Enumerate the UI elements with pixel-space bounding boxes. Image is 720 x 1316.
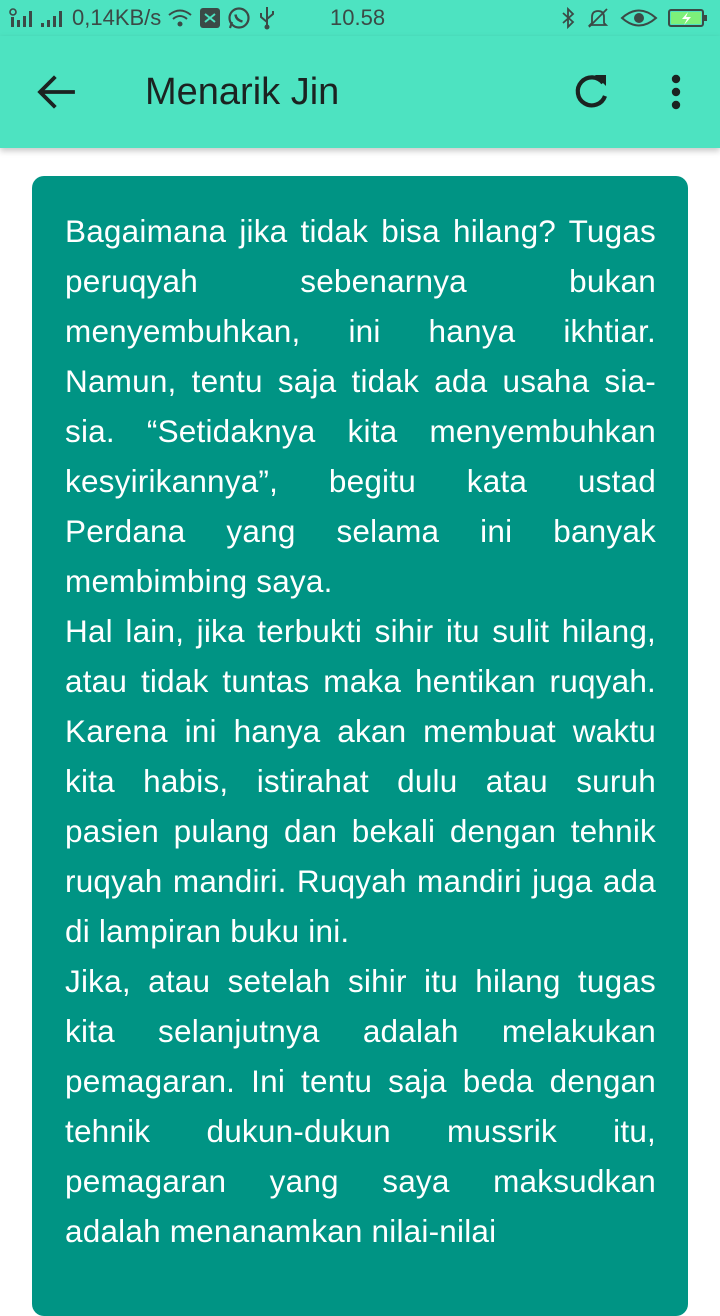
app-bar [0,36,720,148]
status-bar [0,0,720,36]
more-vert-icon [670,74,682,110]
refresh-button[interactable] [566,66,618,118]
mute-icon [586,6,610,30]
status-bar-left [8,0,277,36]
refresh-icon [572,72,612,112]
arrow-left-icon [37,75,75,109]
network-speed: 0,14KB/s [72,5,162,30]
signal-bars-icon [40,8,66,28]
paragraph: Hal lain, jika terbukti sihir itu sulit hilang, atau tidak tuntas maka hentikan ruqyah. Karena ini hanya akan membuat waktu kita habis, istirahat dulu atau suruh pasien pulang dan bekali dengan tehnik ruqyah mandiri. Ruqyah mandiri juga ada di lampiran buku ini. [65,613,656,949]
usb-icon [257,6,277,30]
more-options-button[interactable] [652,66,700,118]
back-button[interactable] [30,66,82,118]
page-title: Menarik Jin [145,71,340,113]
status-bar-right [560,0,708,36]
bluetooth-icon [560,6,576,30]
notification-icon [199,7,221,29]
eye-icon [620,7,658,29]
wifi-icon [167,8,193,28]
clock-time: 10.58 [330,5,386,30]
paragraph: Bagaimana jika tidak bisa hilang? Tugas peruqyah sebenarnya bukan menyembuhkan, ini hanya ikhtiar. Namun, tentu saja tidak ada usaha sia-sia. “Setidaknya kita menyembuhkan kesyirikannya”, begitu kata ustad Perdana yang selama ini banyak membimbing saya. [65,213,656,599]
signal-icon [8,8,34,28]
paragraph: Jika, atau setelah sihir itu hilang tugas kita selanjutnya adalah melakukan pemagaran. Ini tentu saja beda dengan tehnik dukun-dukun mussrik itu, pemagaran yang saya maksudkan adalah menanamkan nilai-nilai [65,963,656,1249]
content-card [32,176,688,1316]
battery-charging-icon [668,8,708,28]
status-bar-clock [330,0,385,36]
whatsapp-icon [227,6,251,30]
